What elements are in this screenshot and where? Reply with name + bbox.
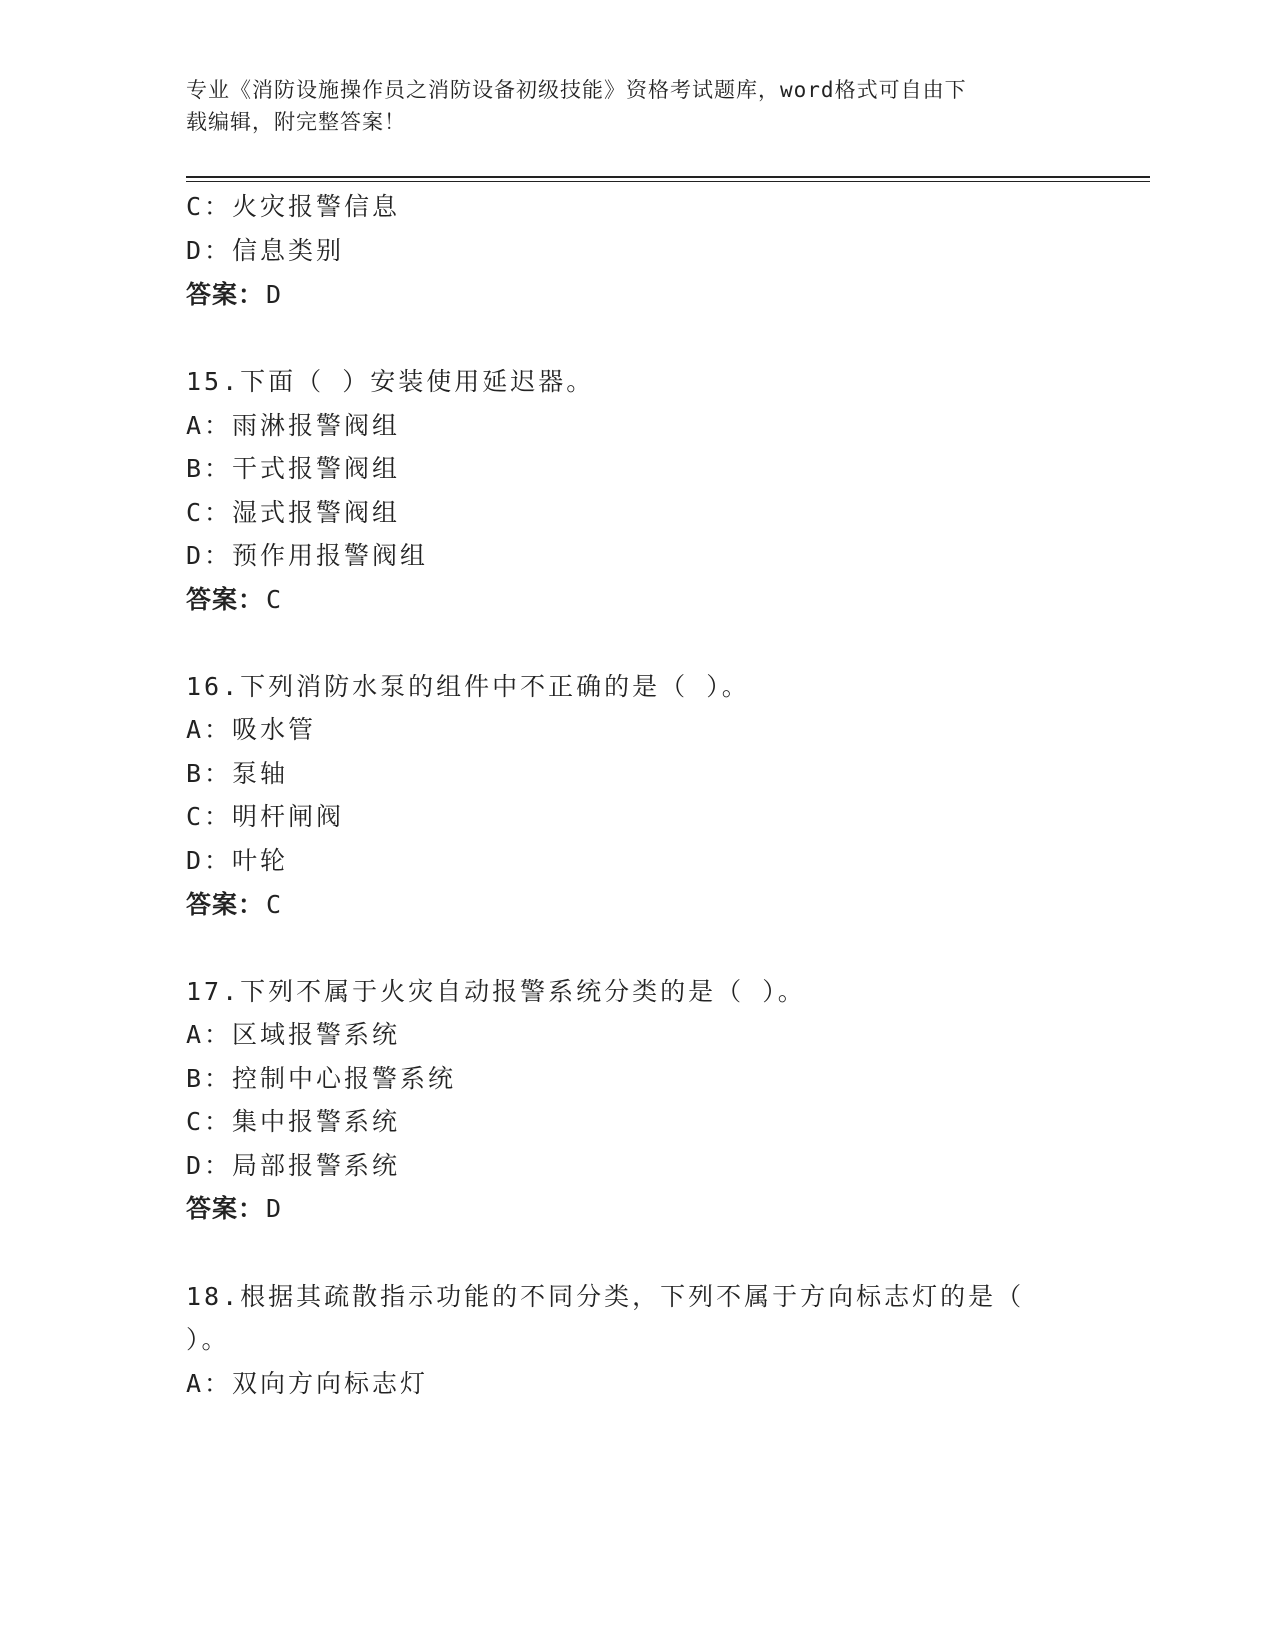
question-17-option-b: B：控制中心报警系统 — [186, 1064, 457, 1093]
answer-value: D — [266, 280, 283, 309]
answer-value: C — [266, 890, 283, 919]
question-16-stem: 16.下列消防水泵的组件中不正确的是（ ）。 — [186, 672, 750, 701]
document-header — [186, 74, 1066, 138]
answer-line — [186, 280, 282, 310]
question-16-option-a: A：吸水管 — [186, 715, 317, 744]
answer-value: C — [266, 585, 283, 614]
question-17-option-c: C：集中报警系统 — [186, 1107, 401, 1136]
question-17-answer — [186, 1194, 282, 1224]
question-15-option-c: C：湿式报警阀组 — [186, 498, 401, 527]
question-15-option-a: A：雨淋报警阀组 — [186, 411, 401, 440]
question-17-stem: 17.下列不属于火灾自动报警系统分类的是（ ）。 — [186, 977, 806, 1006]
answer-value: D — [266, 1194, 283, 1223]
question-16-option-d: D：叶轮 — [186, 846, 289, 875]
answer-label: 答案： — [186, 280, 265, 309]
answer-label: 答案： — [186, 585, 265, 614]
question-15-option-b: B：干式报警阀组 — [186, 454, 401, 483]
question-18-stem-line-1: 18.根据其疏散指示功能的不同分类，下列不属于方向标志灯的是（ — [186, 1282, 1025, 1311]
header-line-1: 专业《消防设施操作员之消防设备初级技能》资格考试题库，word格式可自由下 — [186, 78, 967, 102]
option-d: D：信息类别 — [186, 236, 345, 265]
question-17-option-a: A：区域报警系统 — [186, 1020, 401, 1049]
header-line-2: 载编辑，附完整答案！ — [186, 110, 406, 134]
question-15-option-d: D：预作用报警阀组 — [186, 541, 429, 570]
question-16-option-b: B：泵轴 — [186, 759, 289, 788]
question-18-option-a: A：双向方向标志灯 — [186, 1369, 429, 1398]
header-divider-thin — [186, 181, 1150, 182]
header-divider-thick — [186, 176, 1150, 178]
question-17-option-d: D：局部报警系统 — [186, 1151, 401, 1180]
question-15-stem: 15.下面（ ）安装使用延迟器。 — [186, 367, 595, 396]
question-16-option-c: C：明杆闸阀 — [186, 802, 345, 831]
option-c: C：火灾报警信息 — [186, 192, 401, 221]
answer-label: 答案： — [186, 890, 265, 919]
question-15-answer — [186, 585, 282, 615]
question-16-answer — [186, 890, 282, 920]
question-18-stem-line-2: ）。 — [186, 1325, 230, 1354]
answer-label: 答案： — [186, 1194, 265, 1223]
